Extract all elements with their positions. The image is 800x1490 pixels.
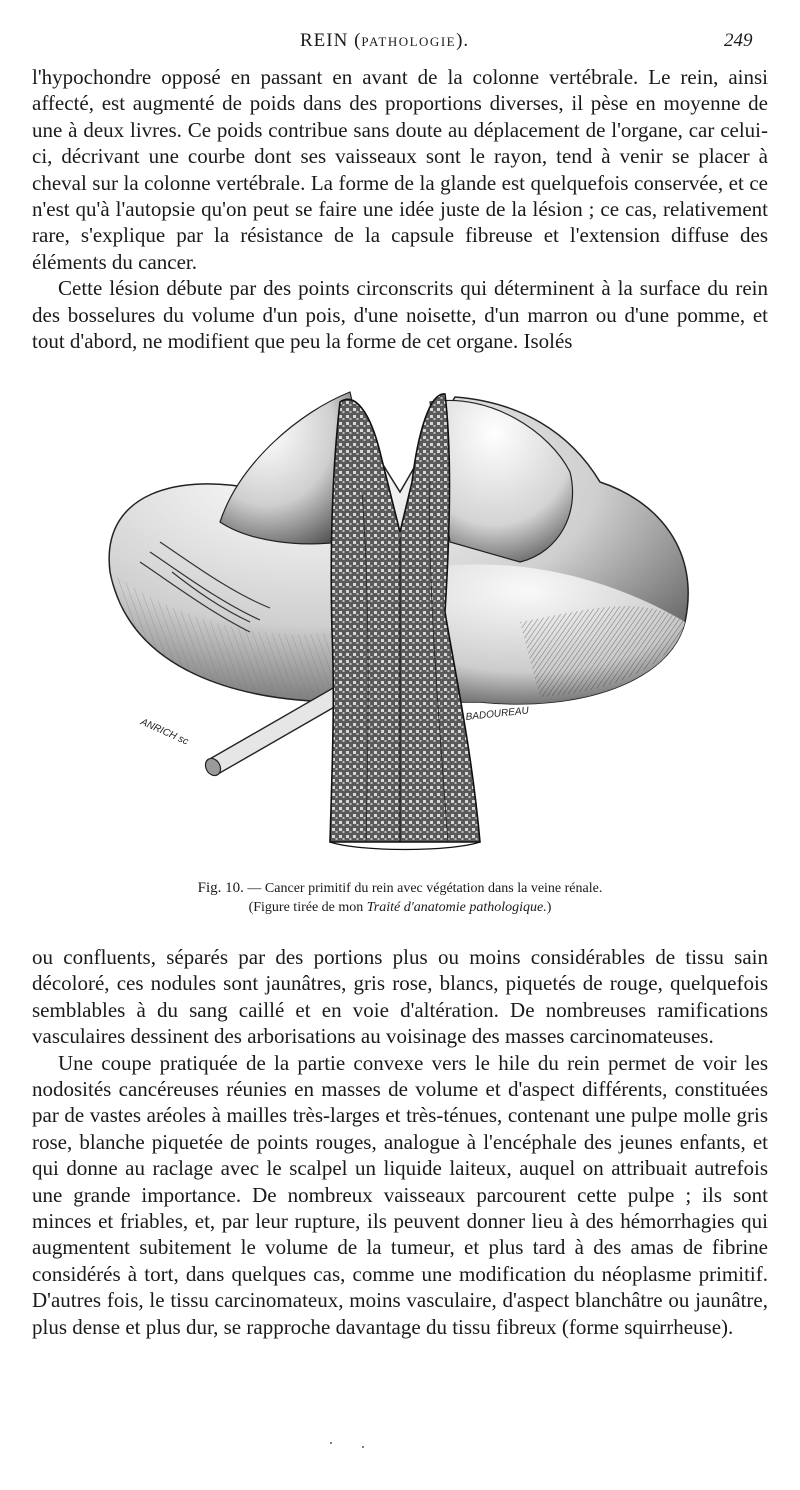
paragraph: ou confluents, séparés par des portions plus ou moins considérables de tissu sain décoloré, ces nodules sont jaunâtres, gris rose, blancs, piquetés de rouge, quelquefois semblables à du sang caillé et en voie d'altération. De nombreuses ramifications vasculaires dessinent des arborisations au voisinage des masses carcinomateuses. <box>32 945 768 1049</box>
running-header <box>0 30 800 54</box>
speck <box>362 1446 364 1448</box>
running-title-close: ). <box>456 30 470 51</box>
figure-source-close: ) <box>546 900 552 915</box>
figure-caption-dash: — <box>243 881 265 896</box>
paragraph: Une coupe pratiquée de la partie convexe vers le hile du rein permet de voir les nodosités cancéreuses réunies en masses de volume et d'aspect différents, constituées par de vastes aréoles à mailles très-larges et très-ténues, contenant une pulpe molle gris rose, blanche piquetée de points rouges, analogue à l'encéphale des jeunes enfants, et qui donne au raclage avec le scalpel un liquide laiteux, auquel on attribuait autrefois une grande importance. De nombreux vaisseaux parcourent cette pulpe ; ils sont minces et friables, et, par leur rupture, ils peuvent donner lieu à des hémorrhagies qui augmentent subitement le volume de la tumeur, et plus tard à des amas de fibrine considérés à tort, dans quelques cas, comme une modification du néoplasme primitif. D'autres fois, le tissu carcinomateux, moins vasculaire, d'aspect blanchâtre ou jaunâtre, plus dense et plus dur, se rapproche davantage du tissu fibreux (forme squirrheuse). <box>32 1050 768 1339</box>
speck <box>330 1442 332 1444</box>
paragraph: Cette lésion débute par des points circonscrits qui déterminent à la surface du rein des bosselures du volume d'un pois, d'une noisette, d'un marron ou d'une pomme, et tout d'abord, ne modifient que peu la forme de cet organe. Isolés <box>32 276 768 354</box>
figure-caption-text: Cancer primitif du rein avec végétation dans la veine rénale. <box>264 881 603 896</box>
engraver-signature-left: ANRICH sc <box>138 716 190 748</box>
running-title <box>300 30 469 52</box>
renal-vessel <box>202 684 350 778</box>
running-title-smallcaps: PATHOLOGIE <box>361 34 457 49</box>
paragraph: l'hypochondre opposé en passant en avant de la colonne vertébrale. Le rein, ainsi affecté, est augmenté de poids dans des proportions diverses, il pèse en moyenne de une à deux livres. Ce poids contribue sans doute au déplacement de l'organe, car celui-ci, décrivant une courbe dont ses vaisseaux sont le rayon, tend à venir se placer à cheval sur la colonne vertébrale. La forme de la glande est quelquefois conservée, et ce n'est qu'à l'autopsie qu'on peut se faire une idée juste de la lésion ; ce cas, relativement rare, s'explique par la résistance de la capsule fibreuse et l'extension diffuse des éléments du cancer. <box>32 65 768 274</box>
running-title-main: REIN ( <box>300 30 362 51</box>
figure-source <box>0 900 800 916</box>
kidney-engraving <box>100 372 700 862</box>
page-number: 249 <box>724 30 753 51</box>
figure-source-title: Traité d'anatomie pathologique. <box>366 900 547 915</box>
kidney-upper-right-lobe <box>430 400 573 562</box>
figure-label: Fig. 10. <box>197 880 244 896</box>
figure-source-open: (Figure tirée de mon <box>248 900 367 915</box>
kidney-figure <box>100 372 700 862</box>
text-block-top <box>32 64 768 354</box>
print-specks <box>320 1440 480 1450</box>
engraver-signature-right: BADOUREAU <box>465 705 530 723</box>
text-block-bottom <box>32 944 768 1340</box>
figure-caption <box>0 880 800 897</box>
